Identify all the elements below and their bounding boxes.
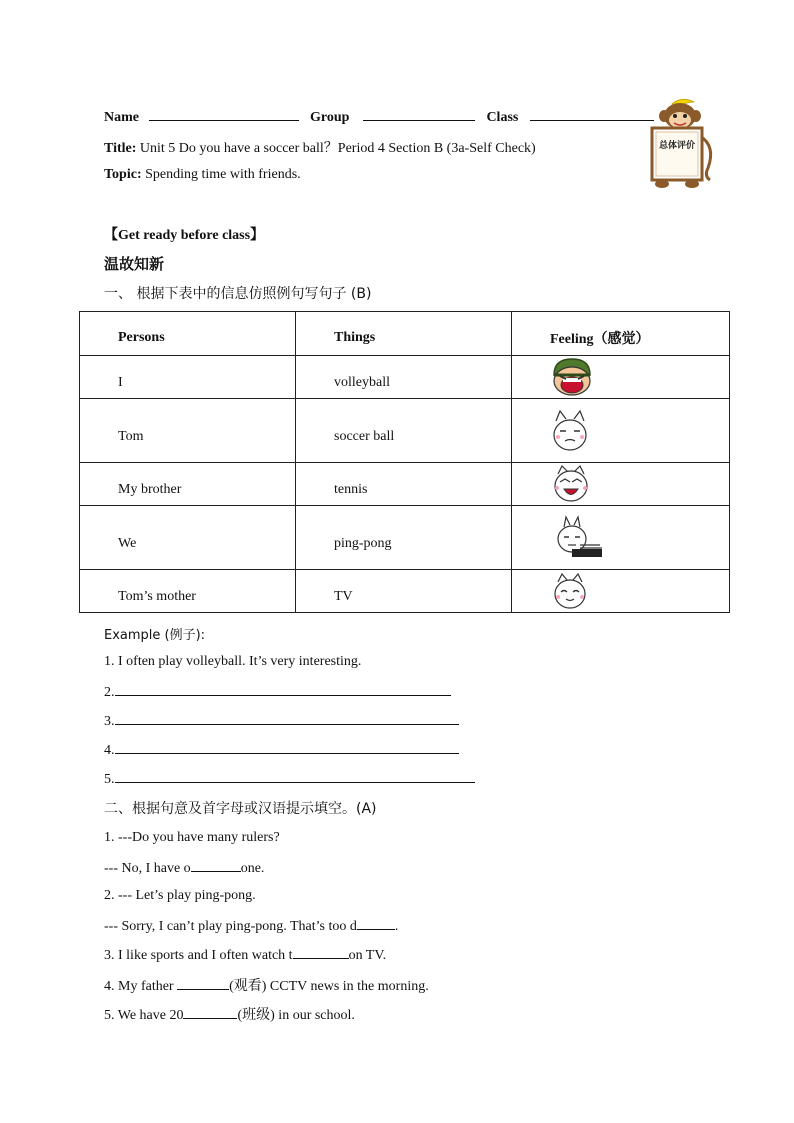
topic-value: Spending time with friends. — [145, 167, 301, 182]
thing-cell: soccer ball — [296, 399, 512, 463]
table-header-row — [80, 312, 730, 356]
table-row — [80, 463, 730, 506]
person-cell: My brother — [80, 463, 296, 506]
answer-blank[interactable] — [115, 712, 459, 725]
part1-heading: 一、 根据下表中的信息仿照例句写句子 (B) — [104, 286, 372, 302]
column-header: Things — [296, 312, 512, 356]
person-cell: We — [80, 506, 296, 570]
thing-cell: ping-pong — [296, 506, 512, 570]
laughing-face-icon — [550, 464, 592, 504]
answer-line-5[interactable] — [104, 770, 475, 788]
title-label: Title: — [104, 141, 137, 156]
fill-blank[interactable] — [177, 977, 229, 990]
fill-blank[interactable] — [357, 917, 395, 930]
feeling-cell — [512, 463, 730, 506]
monkey-icon — [642, 96, 718, 194]
fill-item: 2. --- Let’s play ping-pong. — [104, 888, 256, 903]
part2-heading: 二、根据句意及首字母或汉语提示填空。(A) — [104, 801, 377, 817]
answer-blank[interactable] — [115, 683, 451, 696]
person-cell: Tom — [80, 399, 296, 463]
info-table — [79, 311, 730, 613]
name-blank[interactable] — [149, 108, 299, 121]
column-header: Persons — [80, 312, 296, 356]
feeling-cell — [512, 399, 730, 463]
section-heading: 【Get ready before class】 — [104, 228, 265, 243]
fill-blank[interactable] — [191, 859, 241, 872]
tired-face-icon — [550, 515, 606, 561]
answer-number: 5. — [104, 772, 115, 787]
group-label: Group — [310, 110, 350, 125]
monkey-evaluation-badge — [642, 96, 718, 194]
fill-blank[interactable] — [293, 946, 349, 959]
example-sentence: 1. I often play volleyball. It’s very interesting. — [104, 654, 362, 669]
answer-line-3[interactable] — [104, 712, 459, 730]
fill-item: 4. My father (观看) CCTV news in the morning. — [104, 979, 429, 994]
example-label: Example (例子): — [104, 628, 206, 643]
feeling-cell — [512, 506, 730, 570]
badge-text: 总体评价 — [658, 141, 696, 151]
title-line — [104, 137, 536, 157]
thing-cell: tennis — [296, 463, 512, 506]
title-value: Unit 5 Do you have a soccer ball？Period 4 Section B (3a-Self Check) — [139, 141, 536, 156]
topic-label: Topic: — [104, 167, 142, 182]
bored-face-icon — [550, 409, 590, 453]
person-cell: I — [80, 356, 296, 399]
answer-number: 4. — [104, 743, 115, 758]
excited-face-icon — [550, 357, 594, 397]
student-info-row — [104, 108, 654, 126]
person-cell: Tom’s mother — [80, 570, 296, 613]
fill-item: 3. I like sports and I often watch t on TV. — [104, 948, 387, 963]
fill-item: --- No, I have o one. — [104, 861, 265, 876]
feeling-cell — [512, 356, 730, 399]
table-row — [80, 506, 730, 570]
answer-line-2[interactable] — [104, 683, 451, 701]
thing-cell: TV — [296, 570, 512, 613]
answer-blank[interactable] — [115, 770, 475, 783]
column-header: Feeling（感觉） — [512, 312, 730, 356]
topic-line — [104, 167, 301, 183]
group-blank[interactable] — [363, 108, 475, 121]
answer-blank[interactable] — [115, 741, 459, 754]
fill-item: 5. We have 20 (班级) in our school. — [104, 1008, 355, 1023]
class-label: Class — [486, 110, 519, 125]
table-row — [80, 570, 730, 613]
table-row — [80, 356, 730, 399]
answer-number: 3. — [104, 714, 115, 729]
table-row — [80, 399, 730, 463]
feeling-cell — [512, 570, 730, 613]
class-blank[interactable] — [530, 108, 654, 121]
thing-cell: volleyball — [296, 356, 512, 399]
fill-blank[interactable] — [183, 1006, 237, 1019]
name-label: Name — [104, 110, 139, 125]
answer-number: 2. — [104, 685, 115, 700]
answer-line-4[interactable] — [104, 741, 459, 759]
happy-face-icon — [550, 572, 590, 610]
review-subheading: 温故知新 — [104, 255, 165, 273]
fill-item: --- Sorry, I can’t play ping-pong. That’s too d . — [104, 919, 399, 934]
fill-item: 1. ---Do you have many rulers? — [104, 830, 280, 845]
